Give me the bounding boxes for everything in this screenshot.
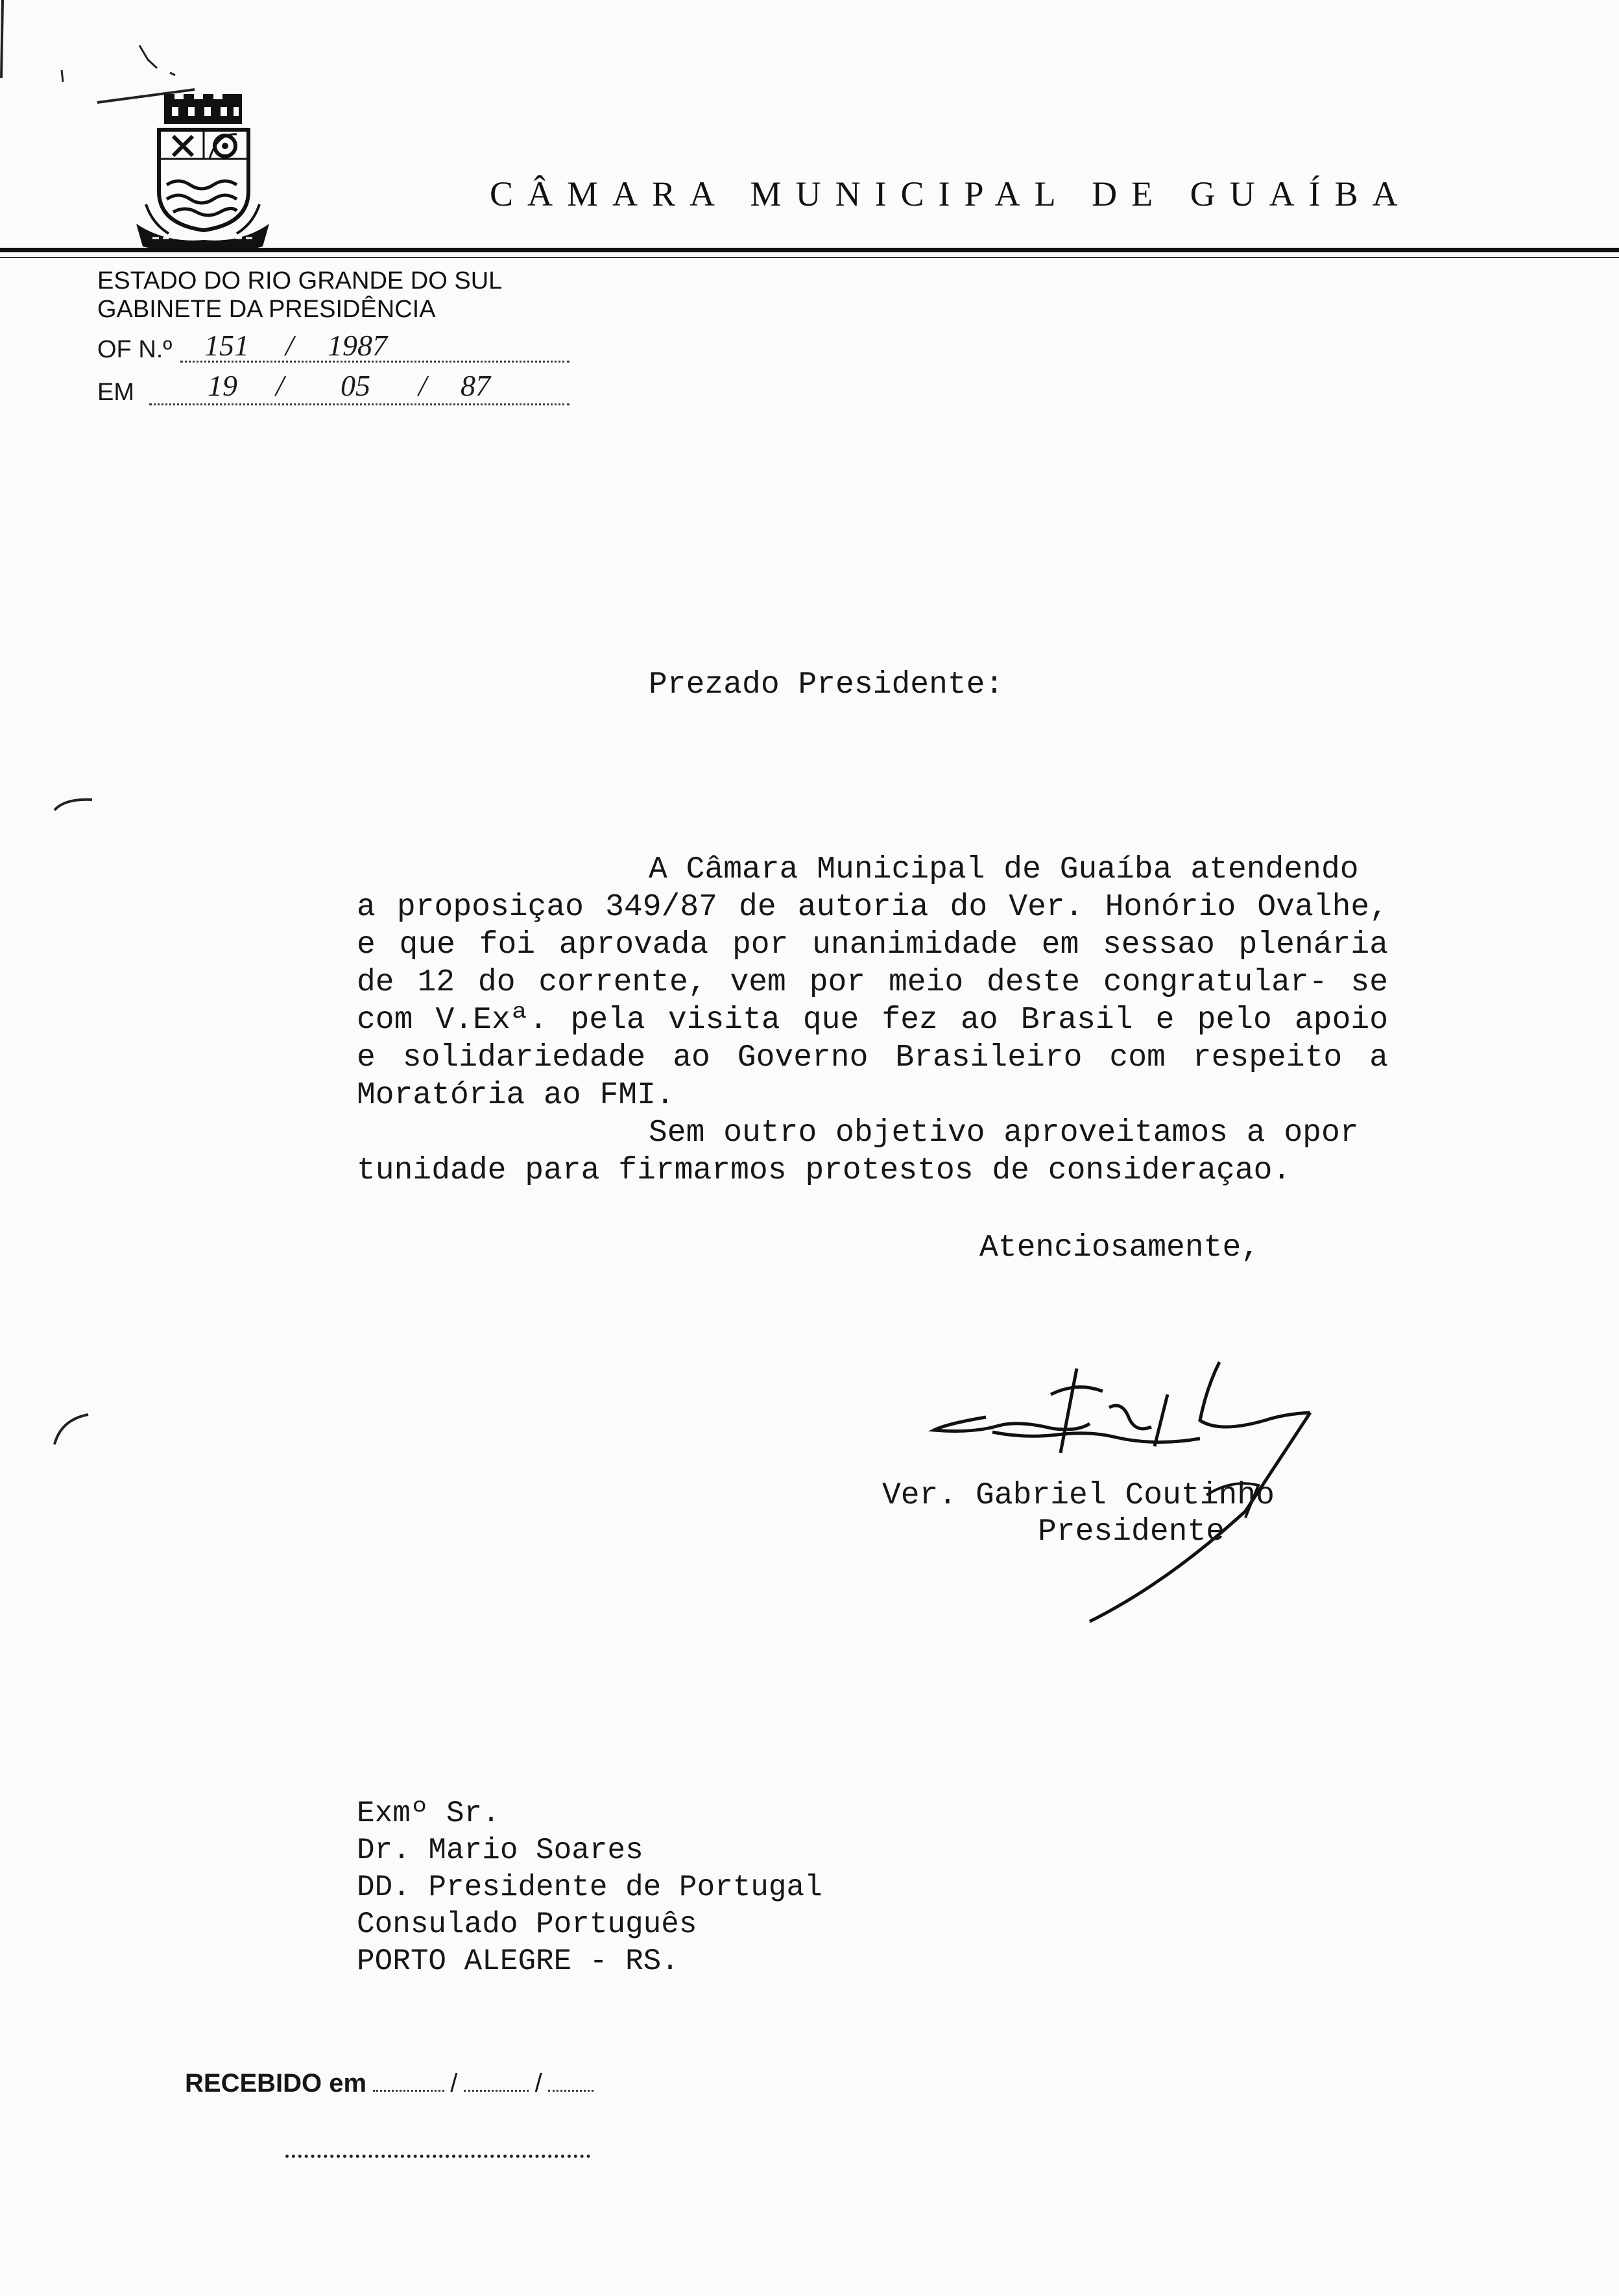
margin-mark-lower xyxy=(52,1411,97,1450)
letterhead-rule xyxy=(0,248,1619,252)
date-underline xyxy=(149,403,570,405)
address-line: Exmº Sr. xyxy=(357,1797,500,1830)
date-month: 05 xyxy=(341,369,370,402)
office-number-slash: / xyxy=(285,329,294,362)
date-row xyxy=(97,371,571,406)
body-line: A Câmara Municipal de Guaíba atendendo xyxy=(649,852,1359,887)
greeting: Prezado Presidente: xyxy=(649,667,1004,702)
office-number-value: 151 xyxy=(204,329,249,362)
body-line: tunidade para firmarmos protestos de consideraçao. xyxy=(357,1153,1291,1188)
margin-mark xyxy=(52,795,97,814)
closing: Atenciosamente, xyxy=(979,1230,1260,1265)
receipt-signature-line xyxy=(285,2155,590,2158)
body-line: Sem outro objetivo aproveitamos a opor xyxy=(649,1116,1359,1151)
address-line: Dr. Mario Soares xyxy=(357,1834,643,1867)
date-separator-1: / xyxy=(276,369,284,402)
body-line: Moratória ao FMI. xyxy=(357,1078,675,1113)
office-name: GABINETE DA PRESIDÊNCIA xyxy=(97,296,436,323)
office-number-label: OF N.º xyxy=(97,336,173,363)
date-day: 19 xyxy=(208,369,237,402)
receipt-year-blank xyxy=(548,2083,594,2092)
office-number-year: 1987 xyxy=(328,329,387,362)
letter-body-paragraph-2 xyxy=(357,1114,1388,1190)
letter-body-paragraph-1 xyxy=(357,851,1388,1114)
date-separator-2: / xyxy=(418,369,427,402)
receipt-stamp xyxy=(185,2069,594,2098)
body-line: e que foi aprovada por unanimidade em sessao plenária xyxy=(357,927,1388,963)
date-label: EM xyxy=(97,379,134,406)
body-line: com V.Exª. pela visita que fez ao Brasil e pelo apoio xyxy=(357,1003,1388,1038)
state-name: ESTADO DO RIO GRANDE DO SUL xyxy=(97,267,503,294)
address-line: PORTO ALEGRE - RS. xyxy=(357,1944,679,1978)
date-year: 87 xyxy=(461,369,490,402)
signer-name: Ver. Gabriel Coutinho xyxy=(882,1478,1275,1513)
receipt-separator: / xyxy=(534,2069,542,2098)
receipt-month-blank xyxy=(464,2083,529,2092)
body-line: de 12 do corrente, vem por meio deste congratular- se xyxy=(357,965,1388,1000)
body-line: a proposiçao 349/87 de autoria do Ver. Honório Ovalhe, xyxy=(357,890,1388,925)
recipient-address xyxy=(357,1795,822,1980)
guaiba-coat-of-arms-icon xyxy=(133,94,272,253)
receipt-day-blank xyxy=(373,2083,444,2092)
address-line: DD. Presidente de Portugal xyxy=(357,1871,822,1904)
signer-title: Presidente xyxy=(1038,1514,1225,1549)
receipt-separator: / xyxy=(450,2069,458,2098)
office-number-row xyxy=(97,329,571,367)
body-line: e solidariedade ao Governo Brasileiro com respeito a xyxy=(357,1040,1388,1075)
letterhead-rule-thin xyxy=(0,257,1619,258)
receipt-label: RECEBIDO em xyxy=(185,2069,367,2098)
chamber-title: CÂMARA MUNICIPAL DE GUAÍBA xyxy=(490,174,1412,213)
address-line: Consulado Português xyxy=(357,1907,697,1941)
